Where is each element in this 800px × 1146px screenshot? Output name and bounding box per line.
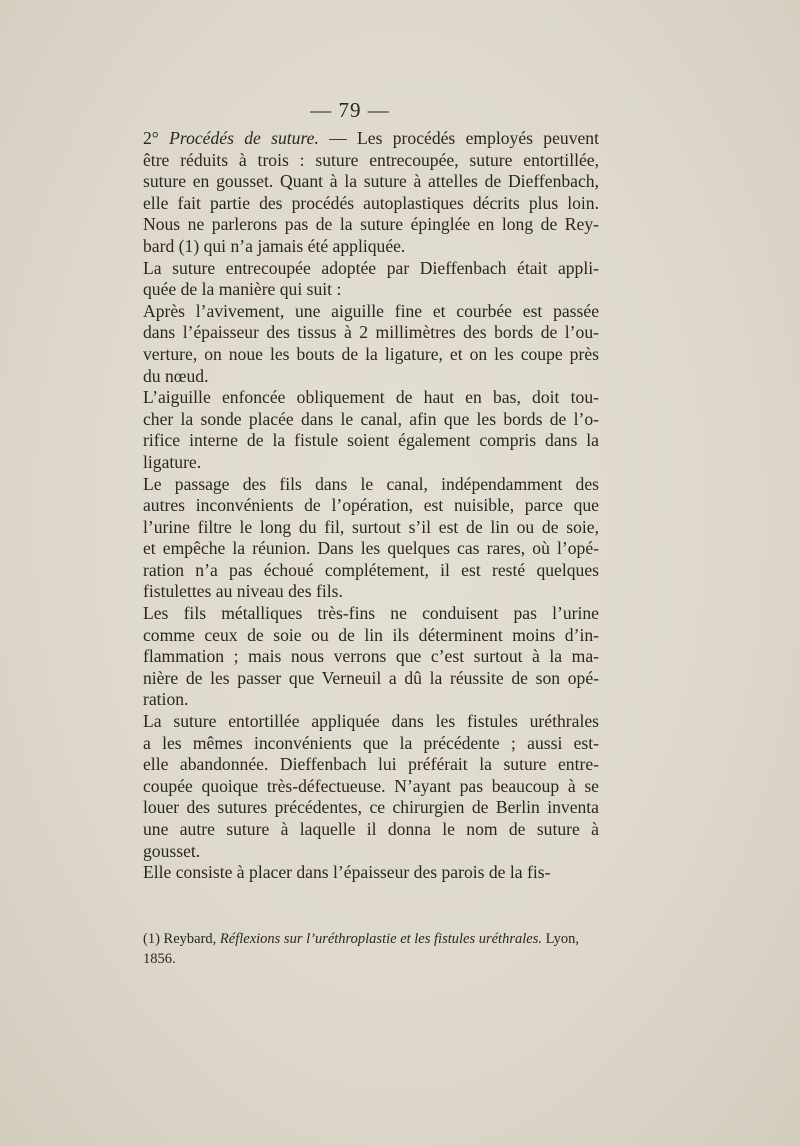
footnote-marker: (1) Reybard, <box>143 931 217 947</box>
text-line: comme ceux de soie ou de lin ils déterminent moins d’in- <box>143 624 599 645</box>
text-line: fistulettes au niveau des fils. <box>143 581 343 602</box>
body-text <box>143 128 599 884</box>
paragraph <box>143 301 599 387</box>
text-line: Après l’avivement, une aiguille fine et courbée est passée <box>143 300 599 321</box>
text-line: quée de la manière qui suit : <box>143 279 342 300</box>
footnote-year: 1856. <box>143 950 176 967</box>
footnote-title: Réflexions sur l’uréthroplastie et les fistules uréthrales. <box>219 931 542 947</box>
page-number: — 79 — <box>310 98 390 122</box>
paragraph <box>143 862 599 884</box>
paragraph <box>143 474 599 604</box>
paragraph <box>143 711 599 862</box>
text-line: louer des sutures précédentes, ce chirurgien de Berlin inventa <box>143 797 599 818</box>
paragraph <box>143 603 599 711</box>
text-line: cher la sonde placée dans le canal, afin que les bords de l’o- <box>143 408 599 429</box>
text-line: être réduits à trois : suture entrecoupée, suture entortillée, <box>143 149 599 170</box>
text-line: verture, on noue les bouts de la ligature, et on les coupe près <box>143 343 599 364</box>
text-line: et empêche la réunion. Dans les quelques cas rares, où l’opé- <box>143 538 599 559</box>
paragraph <box>143 387 599 473</box>
text-line: Les fils métalliques très-fins ne conduisent pas l’urine <box>143 603 599 624</box>
text-line: ration. <box>143 689 189 710</box>
text-line: nière de les passer que Verneuil a dû la réussite de son opé- <box>143 667 599 688</box>
text-line: L’aiguille enfoncée obliquement de haut en bas, doit tou- <box>143 387 599 408</box>
text-line: suture en gousset. Quant à la suture à attelles de Dieffenbach, <box>143 171 599 192</box>
text-line: du nœud. <box>143 365 209 386</box>
text-line: bard (1) qui n’a jamais été appliquée. <box>143 235 406 256</box>
text-line: rifice interne de la fistule soient également compris dans la <box>143 430 599 451</box>
text-line: Le passage des fils dans le canal, indépendamment des <box>143 473 599 494</box>
text-line: l’urine filtre le long du fil, surtout s’il est de lin ou de soie, <box>143 516 599 537</box>
text-line: elle fait partie des procédés autoplastiques décrits plus loin. <box>143 192 599 213</box>
footnote-place: Lyon, <box>545 931 580 947</box>
footnote-line-1 <box>143 930 613 950</box>
text-line: coupée quoique très-défectueuse. N’ayant pas beaucoup à se <box>143 775 599 796</box>
text-line: une autre suture à laquelle il donna le nom de suture à <box>143 819 599 839</box>
text-line: Nous ne parlerons pas de la suture épinglée en long de Rey- <box>143 214 599 235</box>
text-line: ligature. <box>143 451 202 472</box>
text-line: gousset. <box>143 840 201 861</box>
text-line: autres inconvénients de l’opération, est nuisible, parce que <box>143 495 599 516</box>
paragraph <box>143 128 599 258</box>
text-line: elle abandonnée. Dieffenbach lui préférait la suture entre- <box>143 754 599 775</box>
paragraph <box>143 258 599 301</box>
text-line: Elle consiste à placer dans l’épaisseur des parois de la fis- <box>143 862 551 883</box>
text-line: flammation ; mais nous verrons que c’est surtout à la ma- <box>143 646 599 667</box>
text-line: ration n’a pas échoué complétement, il est resté quelques <box>143 559 599 580</box>
footnote <box>143 930 613 969</box>
text-line: La suture entortillée appliquée dans les fistules uréthrales <box>143 711 599 732</box>
text-line: dans l’épaisseur des tissus à 2 millimètres des bords de l’ou- <box>143 322 599 343</box>
text-line: 2° Procédés de suture. — Les procédés employés peuvent <box>143 128 599 148</box>
text-line: La suture entrecoupée adoptée par Dieffenbach était appli- <box>143 257 599 278</box>
text-line: a les mêmes inconvénients que la précédente ; aussi est- <box>143 732 599 753</box>
